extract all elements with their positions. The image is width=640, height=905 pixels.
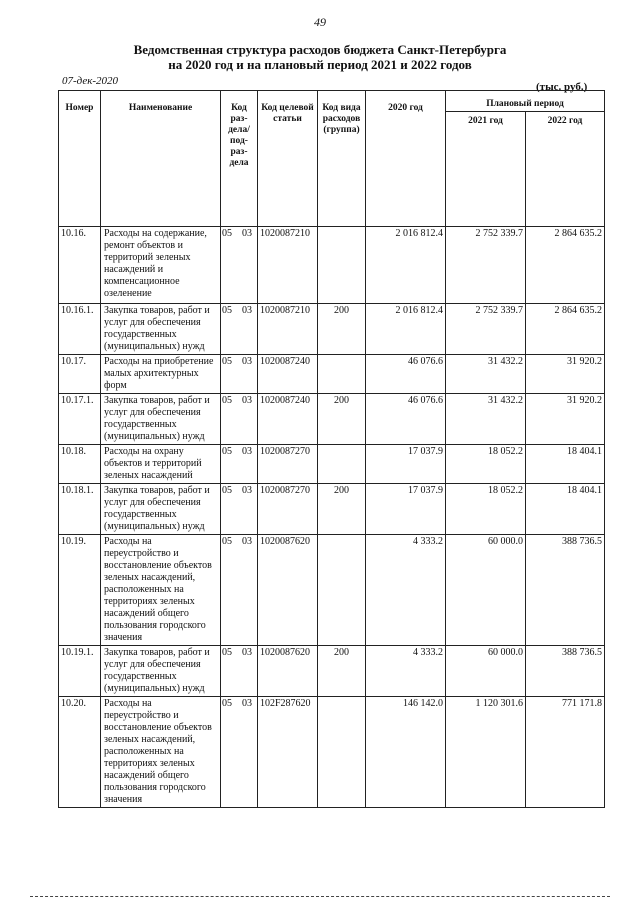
row-expense-group: 200 — [318, 304, 366, 355]
row-value-2021: 60 000.0 — [446, 646, 526, 697]
row-expense-group — [318, 445, 366, 484]
row-podrazdel: 03 — [242, 536, 252, 547]
row-number: 10.19. — [59, 535, 101, 646]
row-expense-group — [318, 355, 366, 394]
row-value-2020: 146 142.0 — [366, 697, 446, 808]
row-podrazdel: 03 — [242, 305, 252, 316]
row-section-code — [221, 355, 258, 394]
row-value-2022: 31 920.2 — [526, 394, 605, 445]
row-value-2022: 771 171.8 — [526, 697, 605, 808]
document-title — [0, 42, 640, 72]
row-section-code — [221, 535, 258, 646]
table-row — [59, 355, 605, 394]
row-target-code: 1020087620 — [258, 535, 318, 646]
row-value-2021: 1 120 301.6 — [446, 697, 526, 808]
row-value-2021: 31 432.2 — [446, 355, 526, 394]
row-name: Закупка товаров, работ и услуг для обеспечения государственных (муниципальных) нужд — [101, 484, 221, 535]
header-year-2021: 2021 год — [446, 111, 526, 226]
row-name: Расходы на содержание, ремонт объектов и территорий зеленых насаждений и компенсационное озеленение — [101, 227, 221, 304]
row-number: 10.16.1. — [59, 304, 101, 355]
row-name: Расходы на приобретение малых архитектурных форм — [101, 355, 221, 394]
table-row — [59, 394, 605, 445]
row-number: 10.19.1. — [59, 646, 101, 697]
row-razdel: 05 — [222, 536, 232, 547]
row-razdel: 05 — [222, 446, 232, 457]
row-podrazdel: 03 — [242, 485, 252, 496]
row-number: 10.16. — [59, 227, 101, 304]
row-section-code — [221, 646, 258, 697]
row-value-2021: 2 752 339.7 — [446, 304, 526, 355]
row-value-2020: 2 016 812.4 — [366, 304, 446, 355]
row-podrazdel: 03 — [242, 356, 252, 367]
row-value-2020: 2 016 812.4 — [366, 227, 446, 304]
row-target-code: 1020087240 — [258, 394, 318, 445]
row-expense-group — [318, 227, 366, 304]
row-value-2022: 388 736.5 — [526, 646, 605, 697]
row-number: 10.17.1. — [59, 394, 101, 445]
row-value-2022: 388 736.5 — [526, 535, 605, 646]
row-value-2022: 18 404.1 — [526, 445, 605, 484]
row-section-code — [221, 227, 258, 304]
title-line-2: на 2020 год и на плановый период 2021 и 2022 годов — [168, 57, 472, 72]
row-value-2021: 60 000.0 — [446, 535, 526, 646]
header-year-2020: 2020 год — [366, 91, 446, 227]
row-expense-group: 200 — [318, 394, 366, 445]
row-value-2020: 4 333.2 — [366, 535, 446, 646]
header-expense-type-code: Код вида расходов (группа) — [318, 91, 366, 227]
table-row — [59, 646, 605, 697]
row-razdel: 05 — [222, 647, 232, 658]
row-value-2020: 17 037.9 — [366, 445, 446, 484]
row-razdel: 05 — [222, 485, 232, 496]
document-date: 07-дек-2020 — [62, 75, 119, 87]
row-name: Закупка товаров, работ и услуг для обеспечения государственных (муниципальных) нужд — [101, 304, 221, 355]
row-expense-group: 200 — [318, 646, 366, 697]
row-value-2020: 4 333.2 — [366, 646, 446, 697]
row-value-2020: 46 076.6 — [366, 394, 446, 445]
row-value-2020: 46 076.6 — [366, 355, 446, 394]
header-number: Номер — [59, 91, 101, 227]
row-expense-group — [318, 697, 366, 808]
row-name: Расходы на охрану объектов и территорий зеленых насаждений — [101, 445, 221, 484]
row-value-2021: 18 052.2 — [446, 484, 526, 535]
header-name: Наименование — [101, 91, 221, 227]
row-number: 10.20. — [59, 697, 101, 808]
row-value-2020: 17 037.9 — [366, 484, 446, 535]
row-section-code — [221, 304, 258, 355]
row-number: 10.18.1. — [59, 484, 101, 535]
row-section-code — [221, 394, 258, 445]
table-body — [59, 227, 605, 808]
row-value-2021: 2 752 339.7 — [446, 227, 526, 304]
row-value-2022: 2 864 635.2 — [526, 227, 605, 304]
row-target-code: 102F287620 — [258, 697, 318, 808]
row-target-code: 1020087270 — [258, 445, 318, 484]
row-number: 10.18. — [59, 445, 101, 484]
row-value-2021: 18 052.2 — [446, 445, 526, 484]
row-razdel: 05 — [222, 698, 232, 709]
row-target-code: 1020087210 — [258, 227, 318, 304]
row-expense-group: 200 — [318, 484, 366, 535]
row-target-code: 1020087620 — [258, 646, 318, 697]
row-number: 10.17. — [59, 355, 101, 394]
title-line-1: Ведомственная структура расходов бюджета Санкт-Петербурга — [133, 42, 507, 57]
row-razdel: 05 — [222, 356, 232, 367]
header-target-code: Код целевой статьи — [258, 91, 318, 227]
row-target-code: 1020087270 — [258, 484, 318, 535]
row-target-code: 1020087210 — [258, 304, 318, 355]
row-value-2021: 31 432.2 — [446, 394, 526, 445]
row-value-2022: 31 920.2 — [526, 355, 605, 394]
row-podrazdel: 03 — [242, 446, 252, 457]
table-row — [59, 304, 605, 355]
row-podrazdel: 03 — [242, 647, 252, 658]
header-section-code: Код раз-дела/ под-раз-дела — [221, 91, 258, 227]
row-podrazdel: 03 — [242, 228, 252, 239]
budget-table — [58, 90, 605, 808]
row-section-code — [221, 697, 258, 808]
row-name: Расходы на переустройство и восстановление объектов зеленых насаждений, расположенных на территориях зеленых насаждений общего пользования городского значения — [101, 697, 221, 808]
row-section-code — [221, 445, 258, 484]
row-target-code: 1020087240 — [258, 355, 318, 394]
header-year-2022: 2022 год — [526, 111, 605, 226]
row-name: Закупка товаров, работ и услуг для обеспечения государственных (муниципальных) нужд — [101, 394, 221, 445]
page-number: 49 — [314, 15, 326, 29]
table-header — [59, 91, 605, 227]
row-name: Закупка товаров, работ и услуг для обеспечения государственных (муниципальных) нужд — [101, 646, 221, 697]
table-row — [59, 484, 605, 535]
table-row — [59, 535, 605, 646]
row-section-code — [221, 484, 258, 535]
row-expense-group — [318, 535, 366, 646]
row-podrazdel: 03 — [242, 395, 252, 406]
units-label: (тыс. руб.) — [536, 81, 588, 93]
row-razdel: 05 — [222, 228, 232, 239]
header-planned-period: Плановый период — [446, 91, 605, 112]
row-value-2022: 18 404.1 — [526, 484, 605, 535]
row-name: Расходы на переустройство и восстановление объектов зеленых насаждений, расположенных на территориях зеленых насаждений общего пользования городского значения — [101, 535, 221, 646]
row-value-2022: 2 864 635.2 — [526, 304, 605, 355]
row-podrazdel: 03 — [242, 698, 252, 709]
table-row — [59, 445, 605, 484]
table-row — [59, 697, 605, 808]
table-row — [59, 227, 605, 304]
row-razdel: 05 — [222, 395, 232, 406]
bottom-divider — [30, 896, 610, 897]
row-razdel: 05 — [222, 305, 232, 316]
